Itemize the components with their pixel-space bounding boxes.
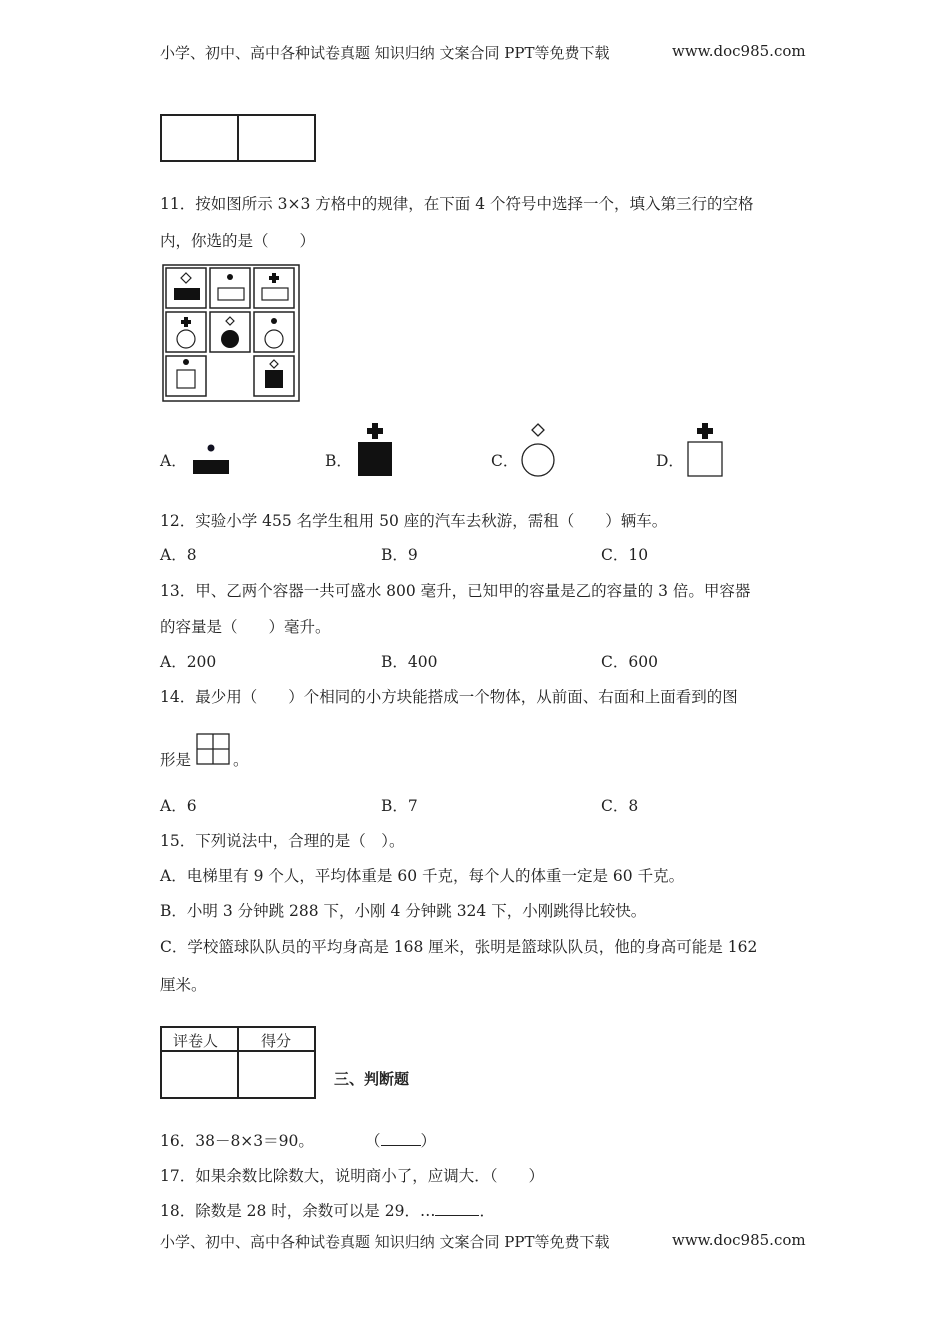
q12-option-b: B．9 [381, 546, 418, 564]
header-url: www.doc985.com [672, 42, 806, 60]
hollow-circle-icon [522, 444, 554, 476]
cross-icon [181, 317, 191, 327]
q13-stem-line1: 13．甲、乙两个容器一共可盛水 800 毫升，已知甲的容量是乙的容量的 3 倍。甲容器 [160, 582, 751, 600]
section-title-judgement: 三、判断题 [334, 1070, 410, 1088]
filled-circle-icon [221, 330, 239, 348]
q11-option-d-figure [686, 420, 726, 478]
hollow-rectangle-icon [262, 288, 288, 300]
q14-stem-line2-post: 。 [233, 751, 249, 769]
q15-option-b: B．小明 3 分钟跳 288 下，小刚 4 分钟跳 324 下，小刚跳得比较快。 [160, 902, 647, 920]
q18-stem [160, 1199, 495, 1221]
q14-option-b: B．7 [381, 797, 418, 815]
diamond-icon [532, 424, 544, 436]
dot-icon [208, 445, 215, 452]
q14-view-figure [196, 733, 232, 767]
q13-option-a: A．200 [160, 653, 217, 671]
dot-icon [227, 274, 233, 280]
cross-icon [269, 273, 279, 283]
q14-option-a: A．6 [160, 797, 197, 815]
filled-rectangle-icon [174, 288, 200, 300]
q16-stem: 16．38－8×3＝90。 [160, 1132, 314, 1150]
q11-option-b-figure [354, 420, 396, 478]
q12-stem: 12．实验小学 455 名学生租用 50 座的汽车去秋游，需租（ ）辆车。 [160, 512, 668, 530]
q18-blank-line [435, 1201, 479, 1216]
q12-option-a: A．8 [160, 546, 197, 564]
filled-rectangle-icon [193, 460, 229, 474]
q12-option-c: C．10 [601, 546, 649, 564]
q14-stem-line1: 14．最少用（ ）个相同的小方块能搭成一个物体，从前面、右面和上面看到的图 [160, 688, 738, 706]
q11-option-a-label: A． [160, 452, 187, 470]
q11-grid-figure [162, 264, 302, 404]
q14-stem-line2-pre: 形是 [160, 751, 192, 769]
q16-paren-open: （ [365, 1132, 381, 1150]
hollow-square-icon [177, 370, 195, 388]
score-table-score-header: 得分 [261, 1032, 292, 1050]
diamond-icon [270, 360, 278, 368]
q15-option-c-line2: 厘米。 [160, 976, 207, 994]
hollow-circle-icon [265, 330, 283, 348]
filled-square-icon [358, 442, 392, 476]
diamond-icon [181, 273, 191, 283]
hollow-rectangle-icon [218, 288, 244, 300]
diamond-icon [226, 317, 234, 325]
q16-paren-close: ） [420, 1132, 437, 1150]
header-left-text: 小学、初中、高中各种试卷真题 知识归纳 文案合同 PPT等免费下载 [160, 44, 610, 62]
score-table-grader-header: 评卷人 [173, 1032, 219, 1050]
q15-option-c-line1: C．学校篮球队队员的平均身高是 168 厘米，张明是篮球队队员，他的身高可能是 162 [160, 938, 758, 956]
q18-end: ． [479, 1202, 495, 1220]
cross-icon [367, 423, 383, 439]
q18-text: 18．除数是 28 时，余数可以是 29．… [160, 1202, 436, 1220]
filled-square-icon [265, 370, 283, 388]
q16-answer-blank [365, 1129, 436, 1151]
q16-blank-line [381, 1131, 421, 1146]
dot-icon [183, 359, 189, 365]
q11-option-b-label: B． [325, 452, 352, 470]
q13-option-c: C．600 [601, 653, 658, 671]
footer-left-text: 小学、初中、高中各种试卷真题 知识归纳 文案合同 PPT等免费下载 [160, 1233, 610, 1251]
q17-stem: 17．如果余数比除数大，说明商小了，应调大．（ ） [160, 1167, 544, 1185]
q11-puzzle-grid [162, 264, 300, 402]
q15-option-a: A．电梯里有 9 个人，平均体重是 60 千克，每个人的体重一定是 60 千克。 [160, 867, 685, 885]
q11-option-c-label: C． [491, 452, 519, 470]
q11-option-d-label: D． [656, 452, 684, 470]
hollow-square-icon [688, 442, 722, 476]
footer-url: www.doc985.com [672, 1231, 806, 1249]
q15-stem: 15．下列说法中，合理的是（ ）。 [160, 832, 405, 850]
q13-stem-line2: 的容量是（ ）毫升。 [160, 618, 331, 636]
cross-icon [697, 423, 713, 439]
hollow-circle-icon [177, 330, 195, 348]
q11-option-a-figure [190, 440, 232, 478]
q14-option-c: C．8 [601, 797, 639, 815]
dot-icon [271, 318, 277, 324]
q11-stem-line1: 11．按如图所示 3×3 方格中的规律，在下面 4 个符号中选择一个，填入第三行的空格 [160, 195, 754, 213]
q11-option-c-figure [520, 422, 558, 478]
q11-stem-line2: 内，你选的是（ ） [160, 232, 316, 250]
q13-option-b: B．400 [381, 653, 438, 671]
